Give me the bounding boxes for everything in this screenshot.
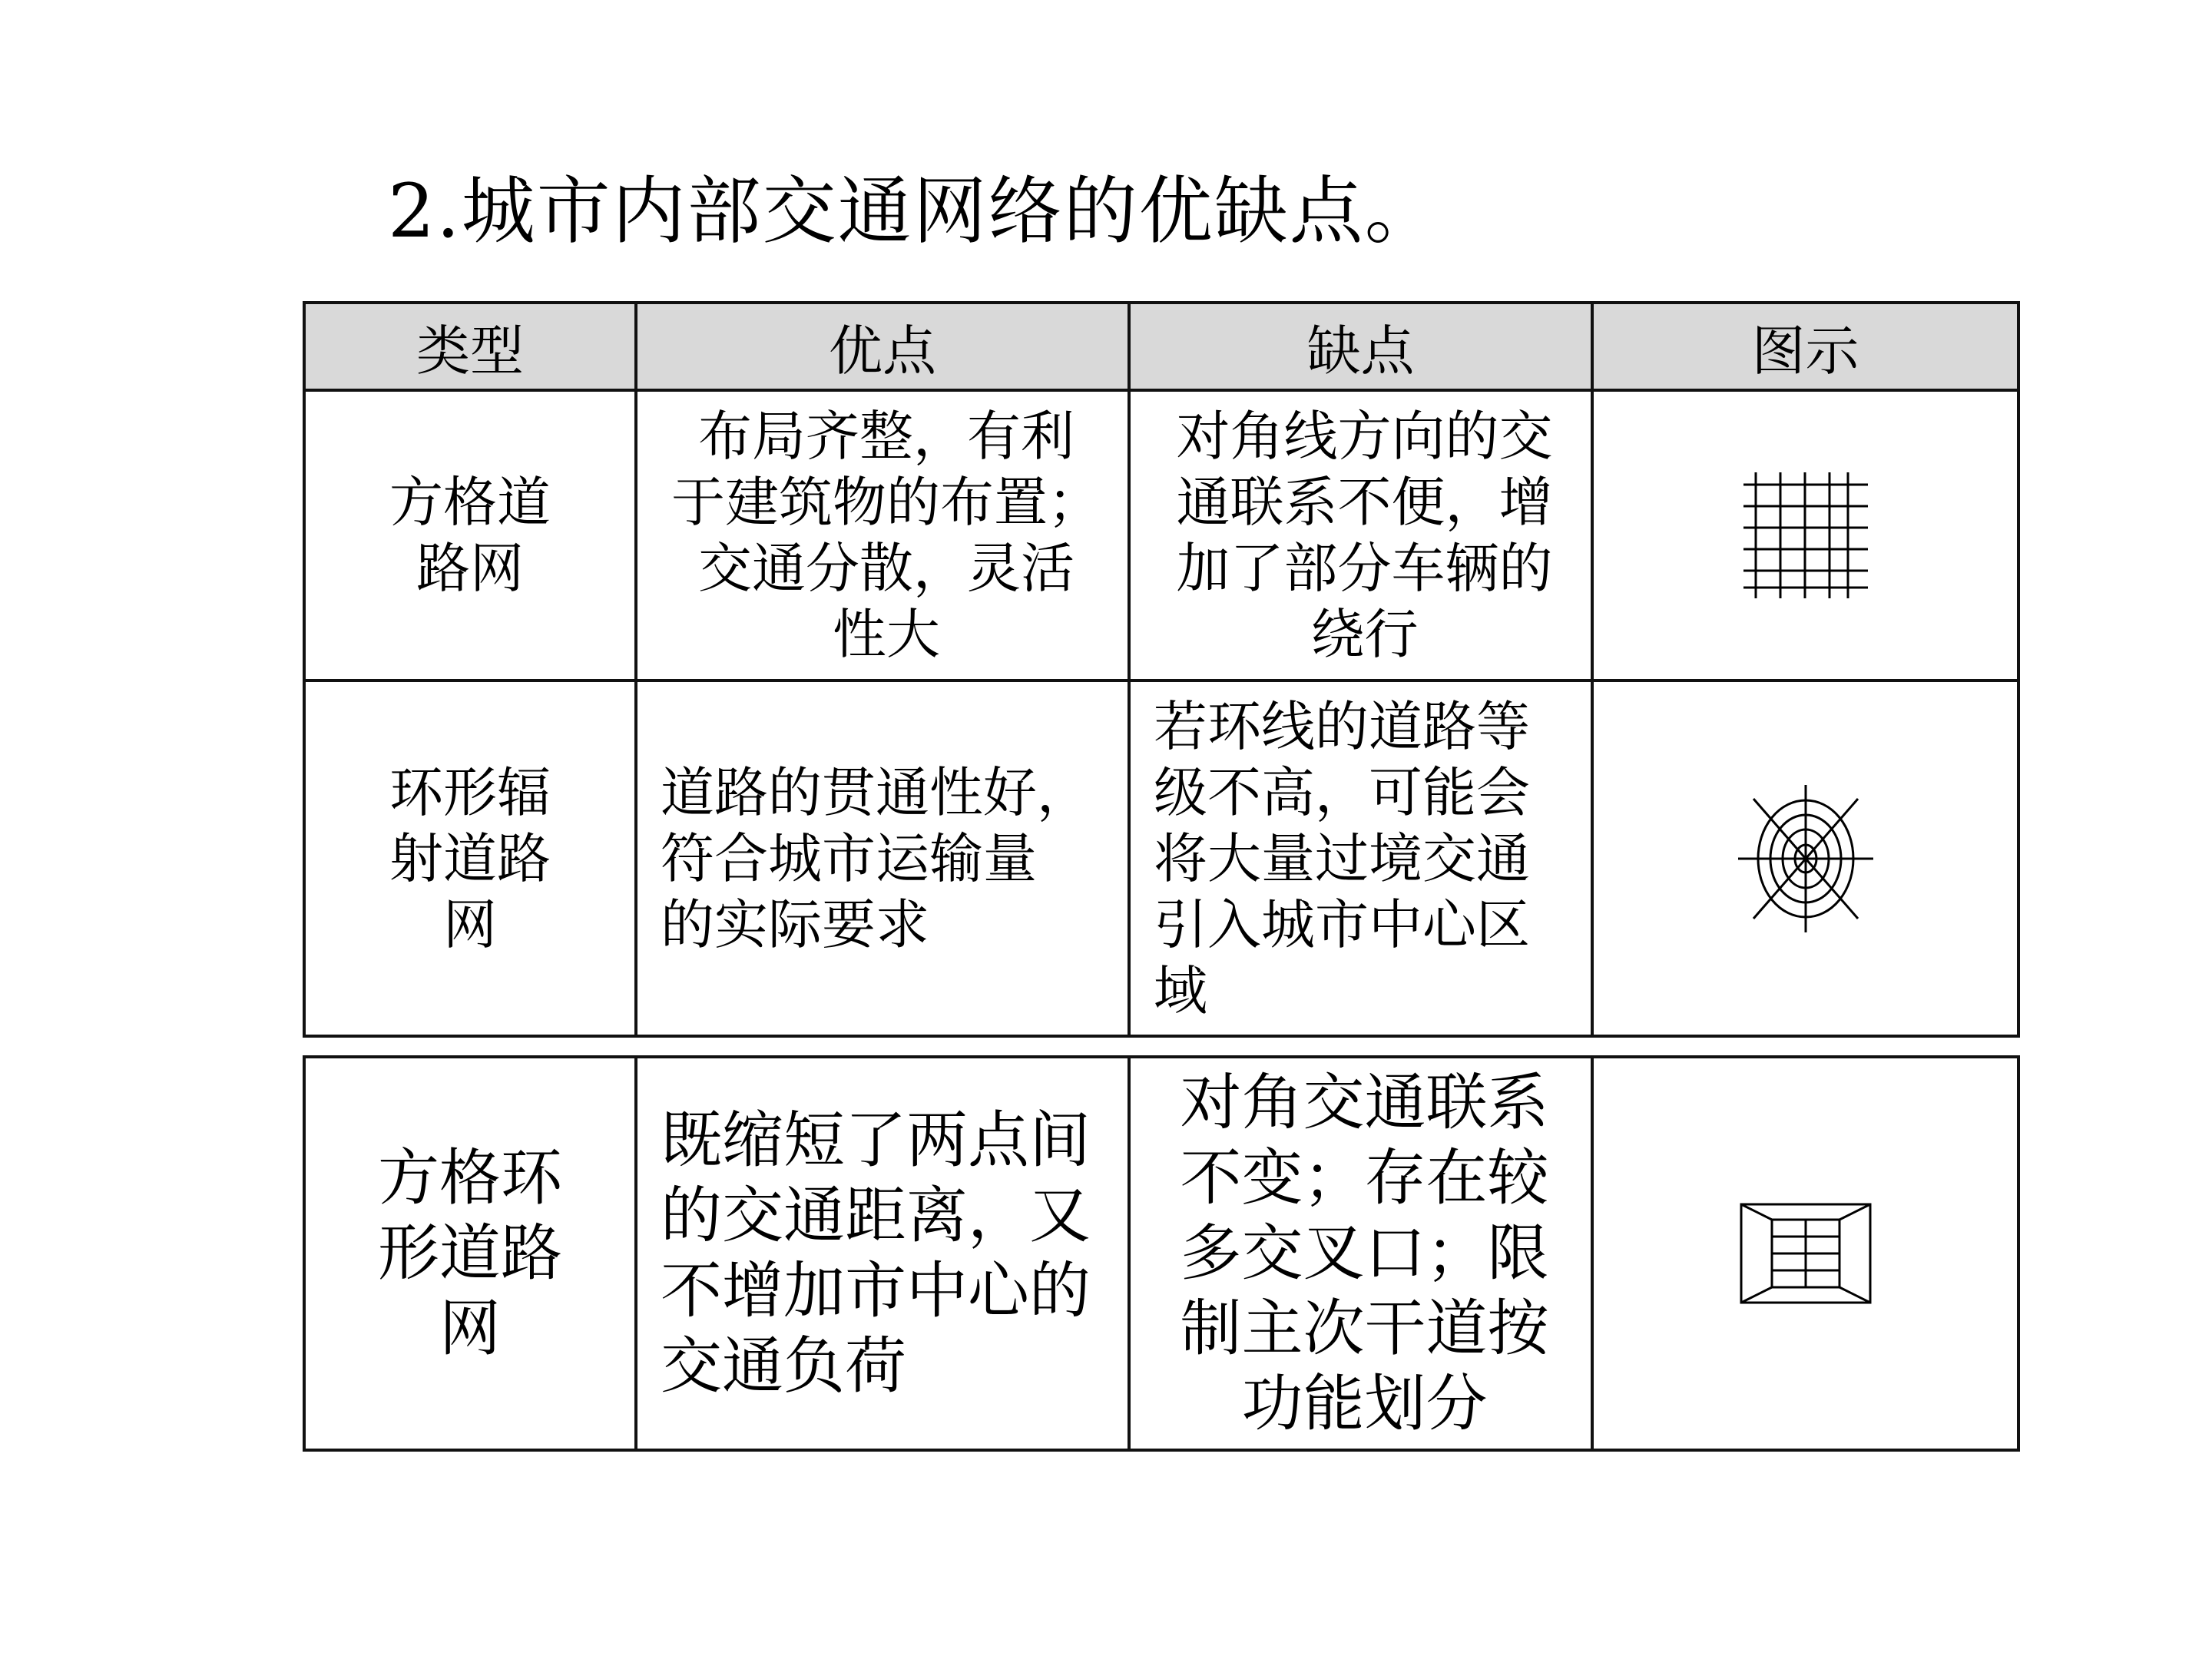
ring-radial-network-icon [1737, 782, 1875, 935]
table-row [304, 390, 2018, 680]
disadvantages-cell: 若环线的道路等 级不高，可能会 将大量过境交通 引入城市中心区 域 [1129, 680, 1592, 1036]
diagram-cell [1592, 390, 2018, 680]
advantages-cell: 道路的贯通性好， 符合城市运输量 的实际要求 [636, 680, 1129, 1036]
type-cell: 方格环 形道路 网 [304, 1057, 636, 1450]
header-diagram: 图示 [1592, 303, 2018, 390]
disadvantages-cell: 对角线方向的交 通联系不便，增 加了部分车辆的 绕行 [1129, 390, 1592, 680]
header-type: 类型 [304, 303, 636, 390]
diagram-cell [1592, 1057, 2018, 1450]
type-cell: 方格道 路网 [304, 390, 636, 680]
table-row [304, 1057, 2018, 1450]
header-disadvantages: 缺点 [1129, 303, 1592, 390]
advantages-cell: 既缩短了两点间 的交通距离，又 不增加市中心的 交通负荷 [636, 1057, 1129, 1450]
comparison-table-part-2 [303, 1055, 2020, 1452]
type-cell: 环形辐 射道路 网 [304, 680, 636, 1036]
page-title: 2.城市内部交通网络的优缺点。 [388, 168, 1440, 254]
header-advantages: 优点 [636, 303, 1129, 390]
comparison-table-part-1 [303, 301, 2020, 1038]
grid-ring-network-icon [1737, 1200, 1875, 1307]
advantages-cell: 布局齐整，有利 于建筑物的布置； 交通分散，灵活 性大 [636, 390, 1129, 680]
table-row [304, 680, 2018, 1036]
table-header-row [304, 303, 2018, 390]
diagram-cell [1592, 680, 2018, 1036]
disadvantages-cell: 对角交通联系 不变；存在较 多交叉口；限 制主次干道按 功能划分 [1129, 1057, 1592, 1450]
grid-network-icon [1740, 466, 1871, 604]
